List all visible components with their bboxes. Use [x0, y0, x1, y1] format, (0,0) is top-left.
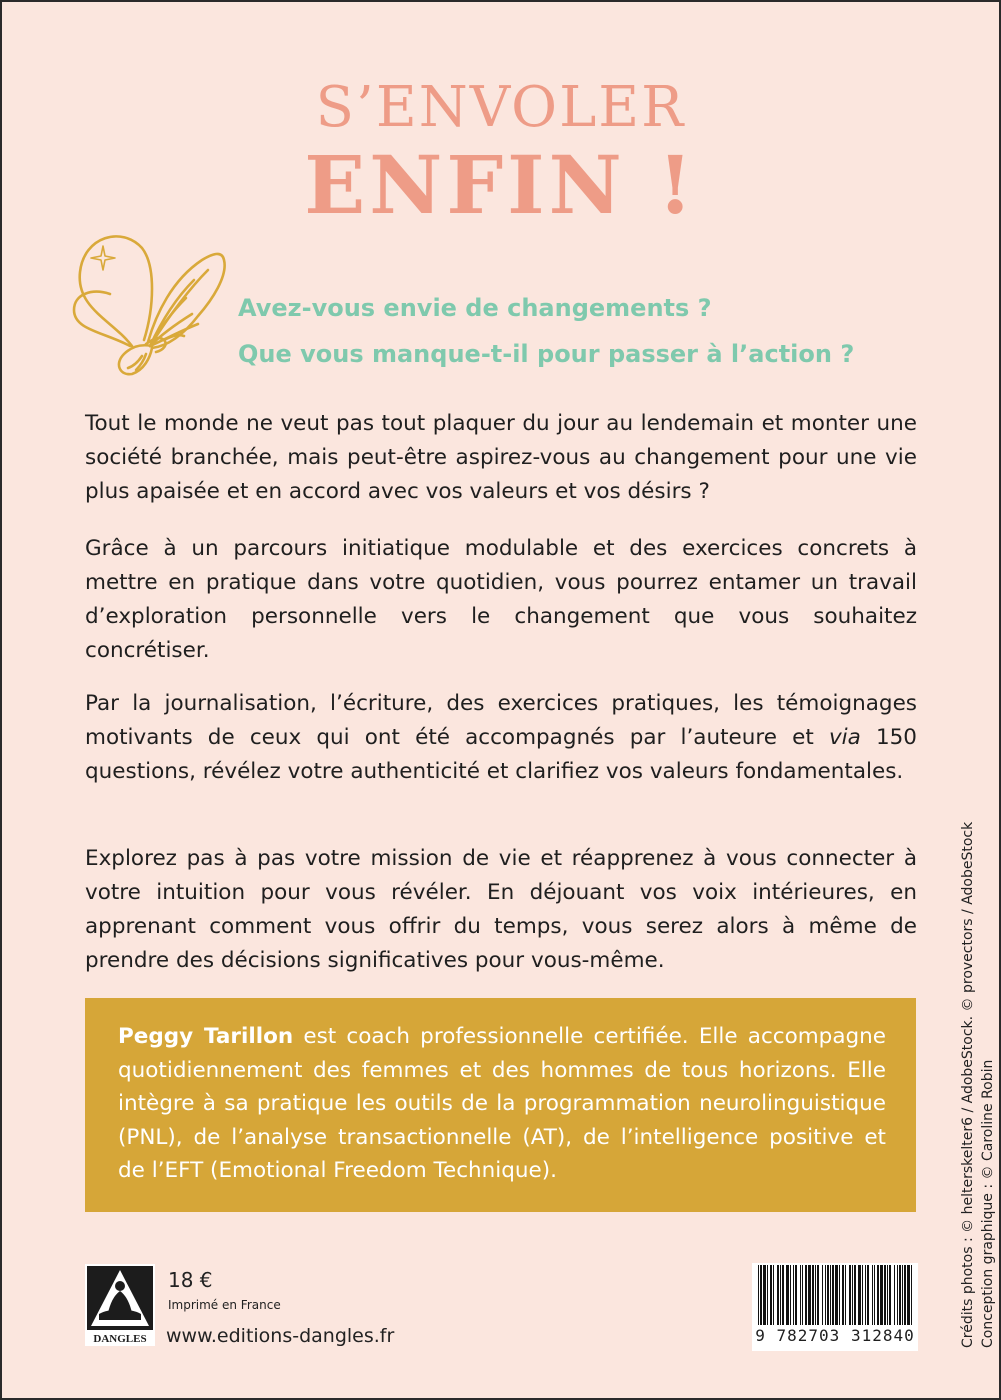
publisher-website[interactable]: www.editions-dangles.fr — [166, 1325, 395, 1347]
barcode-bar — [805, 1265, 807, 1325]
image-credits — [958, 821, 998, 1348]
barcode-bar — [884, 1265, 886, 1325]
barcode-bar — [825, 1265, 826, 1325]
barcode-bar — [865, 1265, 866, 1325]
author-bio-text: est coach professionnelle certifiée. Elle accompagne quotidiennement des femmes et des hommes de tous horizons. Elle intègre à sa pratique les outils de la programmation neurolinguistique (PNL), de l’analyse transactionnelle (AT), de l’intelligence positive et de l’EFT (Emotional Freedom Technique). — [118, 1024, 887, 1183]
author-name: Peggy Tarillon — [118, 1024, 294, 1049]
paragraph-3-part1: Par la journalisation, l’écriture, des exercices pratiques, les témoignages motivants de ceux qui ont été accompagnés par l’auteure et — [85, 691, 917, 750]
barcode-bar — [800, 1265, 801, 1325]
barcode — [752, 1263, 918, 1351]
title-line-1: S’ENVOLER — [315, 75, 686, 140]
barcode-bar — [839, 1265, 840, 1325]
paragraph-3 — [85, 687, 917, 789]
barcode-bar — [904, 1265, 906, 1325]
barcode-bar — [889, 1265, 891, 1325]
barcode-bar — [858, 1265, 861, 1325]
barcode-bar — [862, 1265, 863, 1325]
barcode-bar — [817, 1265, 819, 1325]
barcode-bar — [897, 1265, 898, 1325]
barcode-bar — [802, 1265, 803, 1325]
barcode-bar — [830, 1265, 831, 1325]
credits-line-1: Crédits photos : © helterskelter6 / AdobeStock. © provectors / AdobeStock — [960, 821, 976, 1348]
paragraph-3-italic: via — [828, 725, 861, 750]
isbn-number: 9 782703 312840 — [755, 1326, 915, 1345]
barcode-bar — [770, 1265, 772, 1325]
barcode-bar — [832, 1265, 834, 1325]
barcode-bar — [845, 1265, 846, 1325]
question-1: Avez-vous envie de changements ? — [238, 294, 712, 322]
barcode-bar — [842, 1265, 844, 1325]
barcode-bar — [907, 1265, 910, 1325]
publisher-logo-text: DANGLES — [93, 1333, 147, 1345]
barcode-bar — [835, 1265, 838, 1325]
author-bio-box — [85, 998, 916, 1212]
barcode-bar — [902, 1265, 903, 1325]
barcode-bar — [786, 1265, 789, 1325]
question-2: Que vous manque-t-il pour passer à l’action ? — [238, 340, 855, 368]
barcode-bar — [773, 1265, 774, 1325]
barcode-bar — [911, 1265, 912, 1325]
barcode-bar — [808, 1265, 811, 1325]
paragraph-4: Explorez pas à pas votre mission de vie et réapprenez à vous connecter à votre intuition pour vous révéler. En déjouant vos voix intérieures, en apprenant comment vous offrir du temps, vous serez alors à même de prendre des décisions significatives pour vous-même. — [85, 846, 917, 973]
barcode-bar — [822, 1265, 823, 1325]
butterfly-icon — [60, 228, 240, 388]
paragraph-1: Tout le monde ne veut pas tout plaquer du jour au lendemain et monter une société branchée, mais peut-être aspirez-vous au changement pour une vie plus apaisée et en accord avec vos valeurs et vos désirs ? — [85, 411, 917, 504]
barcode-bar — [894, 1265, 895, 1325]
barcode-bar — [793, 1265, 794, 1325]
barcode-bar — [874, 1265, 875, 1325]
barcode-bar — [795, 1265, 797, 1325]
barcode-bar — [880, 1265, 883, 1325]
barcode-bar — [849, 1265, 851, 1325]
barcode-bars — [756, 1265, 914, 1325]
barcode-bar — [758, 1265, 759, 1325]
barcode-bar — [763, 1265, 766, 1325]
barcode-bar — [899, 1265, 901, 1325]
barcode-bar — [782, 1265, 784, 1325]
barcode-bar — [877, 1265, 879, 1325]
barcode-bar — [887, 1265, 888, 1325]
barcode-bar — [812, 1265, 814, 1325]
price: 18 € — [168, 1268, 213, 1292]
barcode-bar — [852, 1265, 853, 1325]
publisher-logo — [85, 1264, 155, 1346]
title-line-2: ENFIN ! — [304, 138, 697, 232]
credits-line-2: Conception graphique : © Caroline Robin — [980, 1059, 996, 1348]
barcode-bar — [777, 1265, 779, 1325]
paragraph-3-part2: 150 questions, révélez votre authenticité et clarifiez vos valeurs fondamentales. — [85, 725, 917, 784]
barcode-bar — [854, 1265, 856, 1325]
barcode-bar — [867, 1265, 869, 1325]
paragraph-2: Grâce à un parcours initiatique modulable et des exercices concrets à mettre en pratique dans votre quotidien, vous pourrez entamer un travail d’exploration personnelle vers le changement que vous souhaitez concrétiser. — [85, 536, 917, 663]
barcode-bar — [815, 1265, 816, 1325]
barcode-bar — [767, 1265, 768, 1325]
barcode-bar — [790, 1265, 791, 1325]
printed-in: Imprimé en France — [168, 1298, 281, 1312]
barcode-bar — [760, 1265, 762, 1325]
barcode-bar — [827, 1265, 829, 1325]
barcode-bar — [872, 1265, 873, 1325]
barcode-bar — [780, 1265, 781, 1325]
